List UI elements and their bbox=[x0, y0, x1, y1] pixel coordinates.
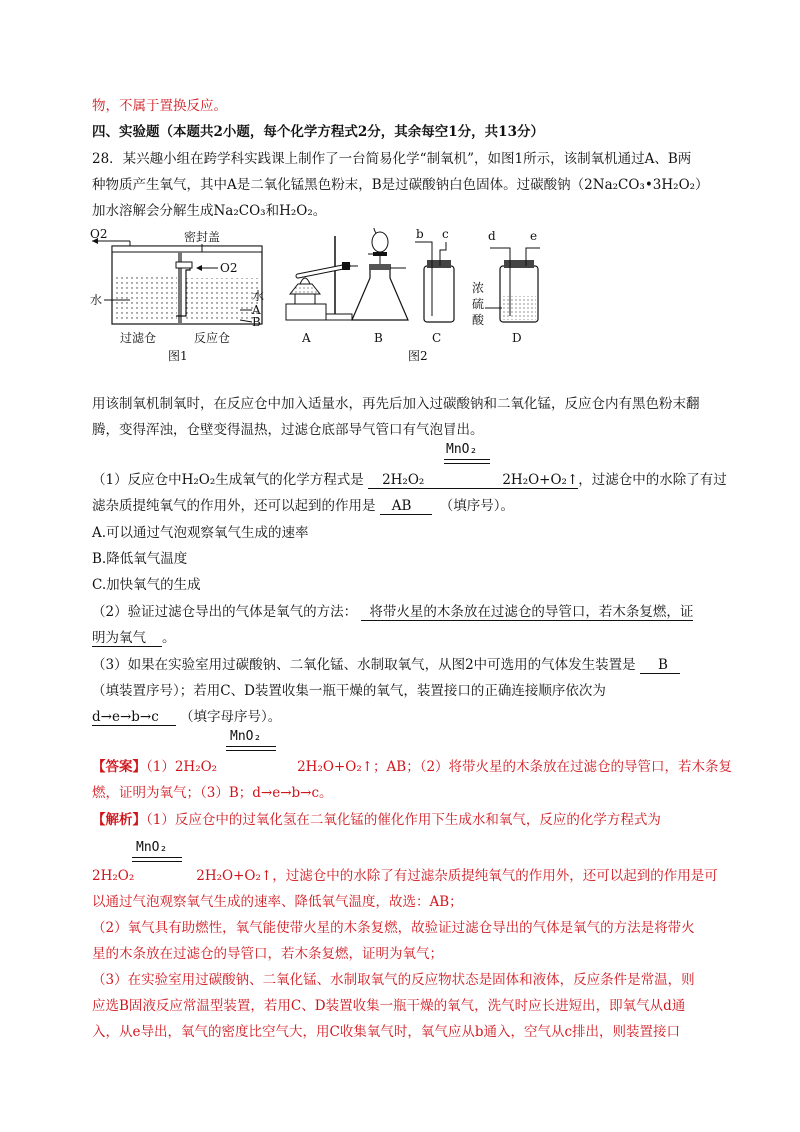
apparatus-d-label: D bbox=[512, 331, 522, 345]
figure-1-oxygen-machine bbox=[90, 227, 264, 363]
procedure-line-2: 腾，变得浑浊，仓壁变得温热，过滤仓底部导气管口有气泡冒出。 bbox=[92, 422, 484, 438]
apparatus-a-label: A bbox=[302, 331, 311, 345]
water-label-left: 水 bbox=[90, 293, 103, 307]
answer-line-2: 燃，证明为氧气；（3）B；d→e→b→c。 bbox=[92, 785, 333, 801]
procedure-line-1: 用该制氧机制氧时，在反应仓中加入适量水，再先后加入过碳酸钠和二氧化锰，反应仓内有黑色粉末翻 bbox=[92, 396, 700, 412]
sub-question-3-line-2: （填装置序号）；若用C、D装置收集一瓶干燥的氧气，装置接口的正确连接顺序依次为 bbox=[92, 683, 606, 699]
catalyst-bar-3b bbox=[132, 861, 182, 862]
port-e-label: e bbox=[530, 229, 538, 243]
analysis-line-7: 应选B固液反应常温型装置，若用C、D装置收集一瓶干燥的氧气，洗气时应长进短出，即氧气从d通 bbox=[92, 998, 686, 1014]
catalyst-label-1: MnO₂ bbox=[446, 442, 478, 457]
acid-label-3: 酸 bbox=[472, 313, 485, 327]
port-b-label: b bbox=[416, 227, 424, 241]
analysis-line-1: 【解析】（1）反应仓中的过氧化氢在二氧化锰的催化作用下生成水和氧气，反应的化学方程式为 bbox=[92, 812, 661, 828]
previous-answer-tail: 物，不属于置换反应。 bbox=[92, 98, 227, 114]
analysis-line-8: 入，从e导出，氧气的密度比空气大，用C收集氧气时，氧气应从b通入，空气从c排出，则装置接口 bbox=[92, 1024, 681, 1040]
catalyst-label-2: MnO₂ bbox=[230, 729, 262, 744]
acid-label-2: 硫 bbox=[472, 297, 485, 311]
figure-1-caption: 图1 bbox=[168, 349, 188, 363]
sub-question-2-line-2: 明为氧气 。 bbox=[92, 630, 176, 646]
catalyst-bar-1 bbox=[444, 459, 490, 460]
catalyst-bar-1b bbox=[444, 463, 490, 464]
port-d-label: d bbox=[488, 229, 496, 243]
label-a: A bbox=[252, 303, 261, 317]
question-intro-line-2: 种物质产生氧气，其中A是二氧化锰黑色粉末，B是过碳酸钠白色固体。过碳酸钠（2Na₂CO₃•3H₂O₂） bbox=[92, 177, 709, 193]
catalyst-bar-3 bbox=[132, 857, 182, 858]
section-title: 四、实验题（本题共2小题，每个化学方程式2分，其余每空1分，共13分） bbox=[92, 124, 544, 140]
option-b: B.降低氧气温度 bbox=[92, 551, 188, 567]
sealed-lid-label: 密封盖 bbox=[184, 230, 221, 244]
o2-outlet-label: O2 bbox=[90, 227, 108, 241]
question-intro-line-1: 28．某兴趣小组在跨学科实践课上制作了一台简易化学“制氧机”，如图1所示，该制氧机通过A、B两 bbox=[92, 151, 692, 167]
reaction-chamber-label: 反应仓 bbox=[194, 331, 231, 345]
apparatus-b-label: B bbox=[374, 331, 383, 345]
analysis-line-3: 以通过气泡观察氧气生成的速率、降低氧气温度，故选：AB； bbox=[92, 894, 463, 910]
analysis-line-4: （2）氧气具有助燃性，氧气能使带火星的木条复燃，故验证过滤仓导出的气体是氧气的方法是将带火 bbox=[92, 920, 695, 936]
analysis-line-6: （3）在实验室用过碳酸钠、二氧化锰、水制取氧气的反应物状态是固体和液体，反应条件是常温，则 bbox=[92, 972, 695, 988]
analysis-equation-line: 2H₂O₂ 2H₂O+O₂↑，过滤仓中的水除了有过滤杂质提纯氧气的作用外，还可以起到的作用是可 bbox=[92, 868, 718, 884]
sub-question-1-line-2: 滤杂质提纯氧气的作用外，还可以起到的作用是 AB （填序号）。 bbox=[92, 498, 515, 514]
answer-line-1: 【答案】（1）2H₂O₂ 2H₂O+O₂↑；AB；（2）将带火星的木条放在过滤仓的导管口，若木条复 bbox=[92, 759, 733, 775]
apparatus-c bbox=[415, 227, 454, 345]
apparatus-c-label: C bbox=[432, 331, 442, 345]
sub-question-2-line-1: （2）验证过滤仓导出的气体是氧气的方法： 将带火星的木条放在过滤仓的导管口，若木条复燃，证 bbox=[92, 604, 694, 620]
apparatus-d bbox=[472, 229, 540, 345]
sub-question-3-line-1: （3）如果在实验室用过碳酸钠、二氧化锰、水制取氧气，从图2中可选用的气体发生装置是 B bbox=[92, 655, 680, 675]
catalyst-bar-2 bbox=[226, 746, 276, 747]
catalyst-bar-2b bbox=[226, 750, 276, 751]
acid-label-1: 浓 bbox=[472, 281, 485, 295]
o2-inner-label: O2 bbox=[220, 261, 238, 275]
catalyst-label-3: MnO₂ bbox=[136, 840, 168, 855]
sub-question-3-line-3: d→e→b→c （填字母序号）。 bbox=[92, 709, 282, 725]
option-c: C.加快氧气的生成 bbox=[92, 577, 201, 593]
option-a: A.可以通过气泡观察氧气生成的速率 bbox=[92, 525, 309, 541]
figure-2-caption: 图2 bbox=[408, 349, 428, 363]
filter-chamber-label: 过滤仓 bbox=[120, 331, 157, 345]
apparatus-b bbox=[352, 228, 408, 345]
port-c-label: c bbox=[442, 227, 449, 241]
sub-question-1-line-1: （1）反应仓中H₂O₂生成氧气的化学方程式是 2H₂O₂ 2H₂O+O₂↑，过滤仓中的水除了有过 bbox=[92, 472, 727, 488]
label-b: B bbox=[252, 315, 261, 329]
water-label-right: 水 bbox=[252, 289, 265, 303]
analysis-line-5: 星的木条放在过滤仓的导管口，若木条复燃，证明为氧气； bbox=[92, 946, 443, 962]
question-intro-line-3: 加水溶解会分解生成Na₂CO₃和H₂O₂。 bbox=[92, 203, 327, 219]
apparatus-figure bbox=[90, 226, 550, 374]
apparatus-a bbox=[286, 236, 358, 345]
